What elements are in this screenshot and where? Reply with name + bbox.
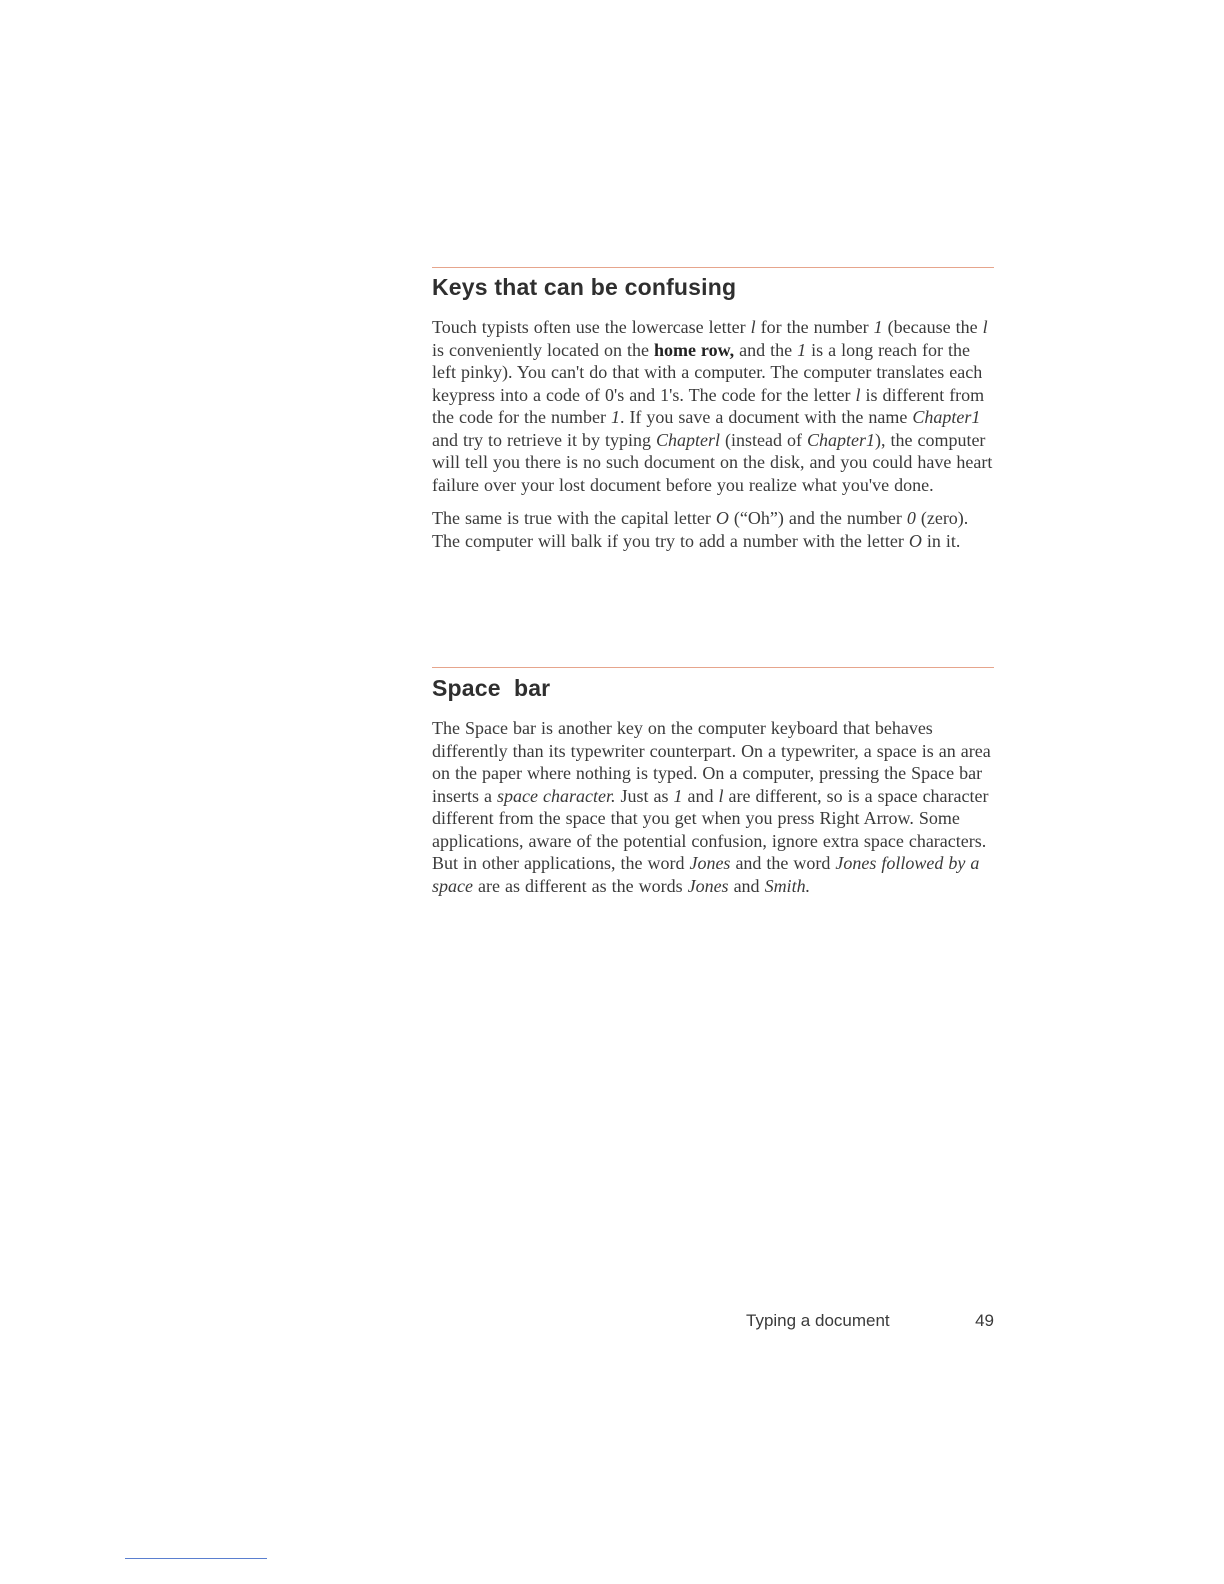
bold-term: home row, [653,339,735,360]
italic-run: Jones followed by a space [432,853,980,896]
text-run: ), the computer will tell you there is no such document on the disk, and you could have heart failure over your lost document before you realize what you've done. [432,429,993,495]
text-run: is different from the code for the number [432,384,985,427]
page-number: 49 [975,1311,994,1330]
italic-run: Chapter1 [806,429,875,450]
italic-run: Jones [687,875,729,896]
italic-run: l [982,317,988,337]
scan-edge-line [125,1558,267,1559]
body-paragraph [432,316,994,496]
italic-run: l [718,785,724,806]
section-keys-confusing [432,267,994,552]
section-heading: Keys that can be confusing [432,274,737,300]
italic-run: 1 [673,785,683,806]
text-run: Just as [615,785,674,806]
text-run: are as different as the words [472,875,688,896]
text-run: (because the [882,317,983,337]
text-run: The same is true with the capital letter [432,508,716,528]
text-run: in it. [921,530,961,551]
text-run: Touch typists often use the lowercase letter [432,317,751,337]
italic-run: Jones [689,853,731,873]
section-divider [432,267,994,268]
text-run: and [728,875,765,896]
italic-run: 1 [610,407,620,427]
section-body [432,717,994,897]
text-run: . If you save a document with the name [619,407,913,427]
section-space-bar [432,667,994,897]
italic-run: O [715,508,729,528]
text-run: The Space bar is another key on the computer keyboard that behaves differently than its typewriter counterpart. On a typewriter, a space is an area on the paper where nothing is typed. On a computer, pressing the Space bar inserts a [432,718,991,806]
text-run: (“Oh”) and the number [728,508,907,528]
running-footer-title: Typing a document [746,1311,890,1330]
italic-run: 1 [797,339,807,360]
italic-run: 1 [873,317,883,337]
text-run: and the [734,339,798,360]
text-run: for the number [755,317,874,337]
text-run: and the word [730,853,836,873]
italic-run: 0 [906,508,916,528]
body-paragraph [432,507,994,552]
text-run: (instead of [719,429,807,450]
text-run: are different, so is a space character different from the space that you get when you press Right Arrow. Some applications, aware of the potential confusion, ignore extra space characters. But in other applications, the word [432,785,989,873]
section-divider [432,667,994,668]
text-run: is a long reach for the left pinky). You can't do that with a computer. The computer translates each keypress into a code of 0's and 1's. The code for the letter [432,339,983,405]
body-paragraph [432,717,994,897]
italic-run: Chapterl [655,429,720,450]
italic-run: l [855,384,861,405]
text-run: and try to retrieve it by typing [432,429,656,450]
italic-run: Chapter1 [912,407,981,427]
text-run: is conveniently located on the [432,339,654,360]
italic-run: O [908,530,922,551]
section-heading: Space bar [432,675,551,701]
italic-run: l [750,317,756,337]
section-body [432,316,994,552]
italic-run: Smith. [764,875,811,896]
text-run: (zero). The computer will balk if you try to add a number with the letter [432,508,969,551]
text-run: and [682,785,719,806]
italic-run: space character. [496,785,616,806]
